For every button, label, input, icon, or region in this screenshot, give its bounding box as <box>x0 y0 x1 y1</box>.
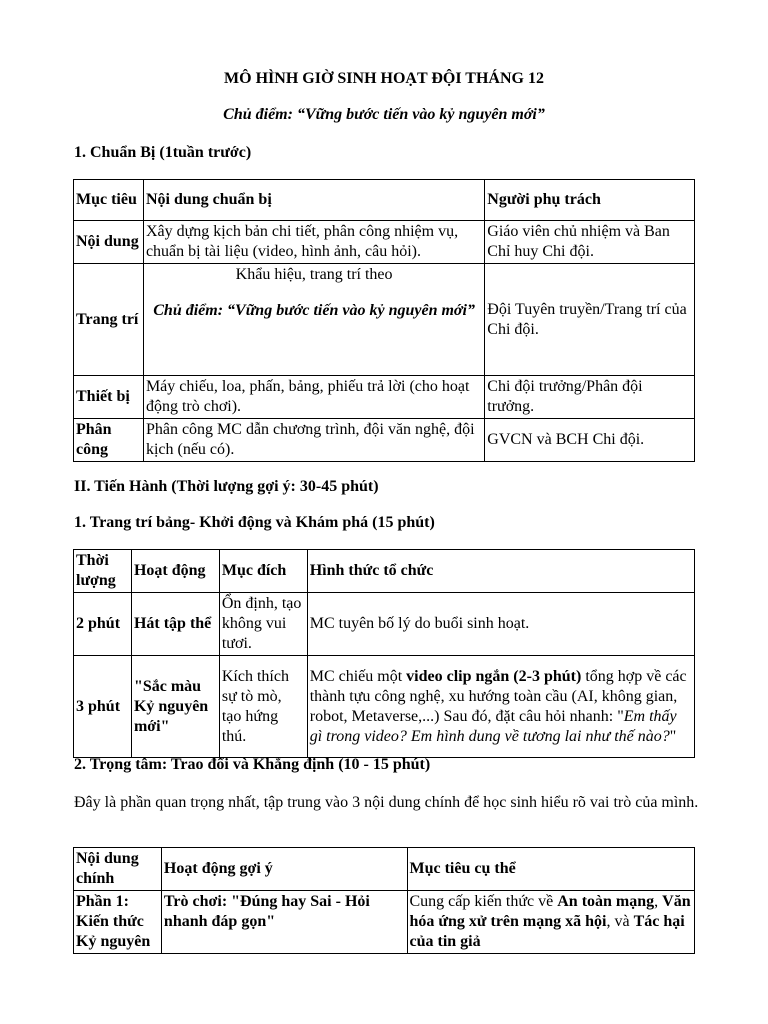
row-owner: Chi đội trưởng/Phân đội trưởng. <box>485 376 695 419</box>
table-header-cell: Mục đích <box>219 550 307 593</box>
row-owner: GVCN và BCH Chi đội. <box>485 419 695 462</box>
row-label: Phân công <box>74 419 144 462</box>
form-text: MC chiếu một <box>309 667 407 685</box>
goal-text: , <box>654 893 663 910</box>
row-time: 2 phút <box>74 593 132 656</box>
table-row <box>74 891 695 954</box>
table-header-cell: Mục tiêu cụ thể <box>407 848 695 891</box>
table-header-cell: Nội dung chính <box>74 848 162 891</box>
row-content <box>143 264 484 376</box>
row-form <box>307 656 694 758</box>
row-time: 3 phút <box>74 656 132 758</box>
table-header-row <box>74 848 695 891</box>
document-title: MÔ HÌNH GIỜ SINH HOẠT ĐỘI THÁNG 12 <box>224 70 544 87</box>
section2-heading: II. Tiến Hành (Thời lượng gợi ý: 30-45 phút) <box>74 478 379 495</box>
table-header-cell: Thời lượng <box>74 550 132 593</box>
table-row <box>74 376 695 419</box>
row-label: Thiết bị <box>74 376 144 419</box>
document-subtitle: Chủ điểm: “Vững bước tiến vào kỷ nguyên mới” <box>223 106 545 123</box>
table-header-cell: Hoạt động <box>131 550 219 593</box>
subsection1-heading: 1. Trang trí bảng- Khởi động và Khám phá (15 phút) <box>74 514 435 531</box>
subsection2-heading: 2. Trọng tâm: Trao đổi và Khẳng định (10 - 15 phút) <box>74 756 431 773</box>
table-header-cell: Mục tiêu <box>74 180 144 221</box>
goal-bold: Văn hóa ứng xử trên mạng xã hội <box>409 893 691 930</box>
row-activity: "Sắc màu Kỷ nguyên mới" <box>131 656 219 758</box>
goal-bold: Tác hại của tin giả <box>409 913 685 950</box>
row-owner: Đội Tuyên truyền/Trang trí của Chi đội. <box>485 264 695 376</box>
row-part: Phần 1: Kiến thức Kỷ nguyên <box>74 891 162 954</box>
row-purpose: Ổn định, tạo không vui tươi. <box>219 593 307 656</box>
row-goal <box>407 891 695 954</box>
form-text: tổng hợp về các thành tựu công nghệ, xu hướng toàn cầu (AI, không gian, robot, Metaverse,...) Sau đó, đặt câu hỏi nhanh: " <box>309 667 687 725</box>
table-header-cell: Nội dung chuẩn bị <box>143 180 484 221</box>
form-italic: Em thấy gì trong video? Em hình dung về tương lai như thế nào? <box>309 707 677 745</box>
goal-text: Cung cấp kiến thức về <box>409 893 558 910</box>
section1-heading: 1. Chuẩn Bị (1tuần trước) <box>74 144 252 161</box>
preparation-table <box>73 179 695 462</box>
row-content: Máy chiếu, loa, phấn, bảng, phiếu trả lời (cho hoạt động trò chơi). <box>143 376 484 419</box>
form-text: " <box>669 727 677 745</box>
row-owner: Giáo viên chủ nhiệm và Ban Chỉ huy Chi đội. <box>485 221 695 264</box>
row-label: Trang trí <box>74 264 144 376</box>
row-content: Xây dựng kịch bản chi tiết, phân công nhiệm vụ, chuẩn bị tài liệu (video, hình ảnh, câu hỏi). <box>143 221 484 264</box>
decor-line: Khẩu hiệu, trang trí theo <box>235 266 393 283</box>
table-header-cell: Hình thức tổ chức <box>307 550 694 593</box>
row-content: Phân công MC dẫn chương trình, đội văn nghệ, đội kịch (nếu có). <box>143 419 484 462</box>
row-purpose: Kích thích sự tò mò, tạo hứng thú. <box>219 656 307 758</box>
row-activity: Trò chơi: "Đúng hay Sai - Hỏi nhanh đáp gọn" <box>161 891 407 954</box>
decor-theme: Chủ điểm: “Vững bước tiến vào kỷ nguyên mới” <box>153 302 475 319</box>
table-row <box>74 419 695 462</box>
row-activity: Hát tập thể <box>131 593 219 656</box>
table-header-cell: Người phụ trách <box>485 180 695 221</box>
goal-text: , và <box>606 913 634 930</box>
table-header-row <box>74 180 695 221</box>
table-header-row <box>74 550 695 593</box>
subsection2-paragraph: Đây là phần quan trọng nhất, tập trung vào 3 nội dung chính để học sinh hiểu rõ vai trò của mình. <box>74 794 699 811</box>
table-row <box>74 221 695 264</box>
table-row <box>74 656 695 758</box>
activity-table <box>73 549 695 758</box>
focus-table <box>73 847 695 954</box>
table-row <box>74 593 695 656</box>
table-row <box>74 264 695 376</box>
form-bold: video clip ngắn (2-3 phút) <box>406 667 582 685</box>
table-header-cell: Hoạt động gợi ý <box>161 848 407 891</box>
goal-bold: An toàn mạng <box>557 893 655 910</box>
row-label: Nội dung <box>74 221 144 264</box>
row-form: MC tuyên bố lý do buổi sinh hoạt. <box>307 593 694 656</box>
